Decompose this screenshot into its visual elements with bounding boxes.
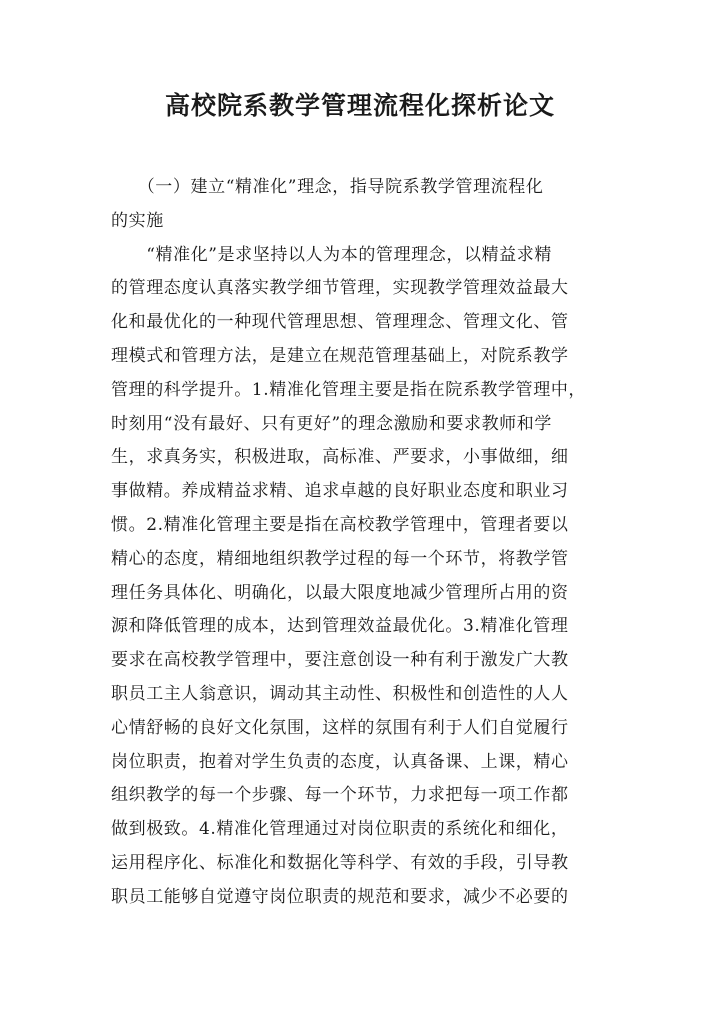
document-body [111, 171, 621, 915]
text-line: 做到极致。4.精准化管理通过对岗位职责的系统化和细化， [111, 819, 569, 840]
text-line: 事做精。养成精益求精、追求卓越的良好职业态度和职业习 [111, 481, 569, 502]
text-line: 化和最优化的一种现代管理思想、管理理念、管理文化、管 [111, 312, 569, 333]
text-line: 的管理态度认真落实教学细节管理，实现教学管理效益最大 [111, 278, 569, 299]
text-line: 管理的科学提升。1.精准化管理主要是指在院系教学管理中， [111, 379, 587, 400]
document-title: 高校院系教学管理流程化探析论文 [164, 91, 555, 120]
text-line: 理模式和管理方法，是建立在规范管理基础上，对院系教学 [111, 345, 569, 366]
text-line: 源和降低管理的成本，达到管理效益最优化。3.精准化管理 [111, 616, 569, 637]
text-line: 岗位职责，抱着对学生负责的态度，认真备课、上课，精心 [111, 751, 569, 772]
text-line: 时刻用“没有最好、只有更好”的理念激励和要求教师和学 [111, 413, 552, 434]
text-line: 心情舒畅的良好文化氛围，这样的氛围有利于人们自觉履行 [111, 717, 569, 738]
text-line: 惯。2.精准化管理主要是指在高校教学管理中，管理者要以 [111, 514, 569, 535]
text-line: 的实施 [111, 210, 164, 231]
text-line: “精准化”是求坚持以人为本的管理理念，以精益求精 [111, 244, 552, 265]
text-line: 要求在高校教学管理中，要注意创设一种有利于激发广大教 [111, 650, 569, 671]
text-line: 精心的态度，精细地组织教学过程的每一个环节，将教学管 [111, 548, 569, 569]
text-line: 理任务具体化、明确化，以最大限度地减少管理所占用的资 [111, 582, 569, 603]
text-line: 职员工主人翁意识，调动其主动性、积极性和创造性的人人 [111, 683, 569, 704]
text-line: 运用程序化、标准化和数据化等科学、有效的手段，引导教 [111, 852, 569, 873]
text-line: （一）建立“精准化”理念，指导院系教学管理流程化 [111, 177, 544, 197]
text-line: 组织教学的每一个步骤、每一个环节，力求把每一项工作都 [111, 785, 569, 806]
text-line: 生，求真务实，积极进取，高标准、严要求，小事做细，细 [111, 447, 569, 468]
text-line: 职员工能够自觉遵守岗位职责的规范和要求，减少不必要的 [111, 886, 569, 907]
